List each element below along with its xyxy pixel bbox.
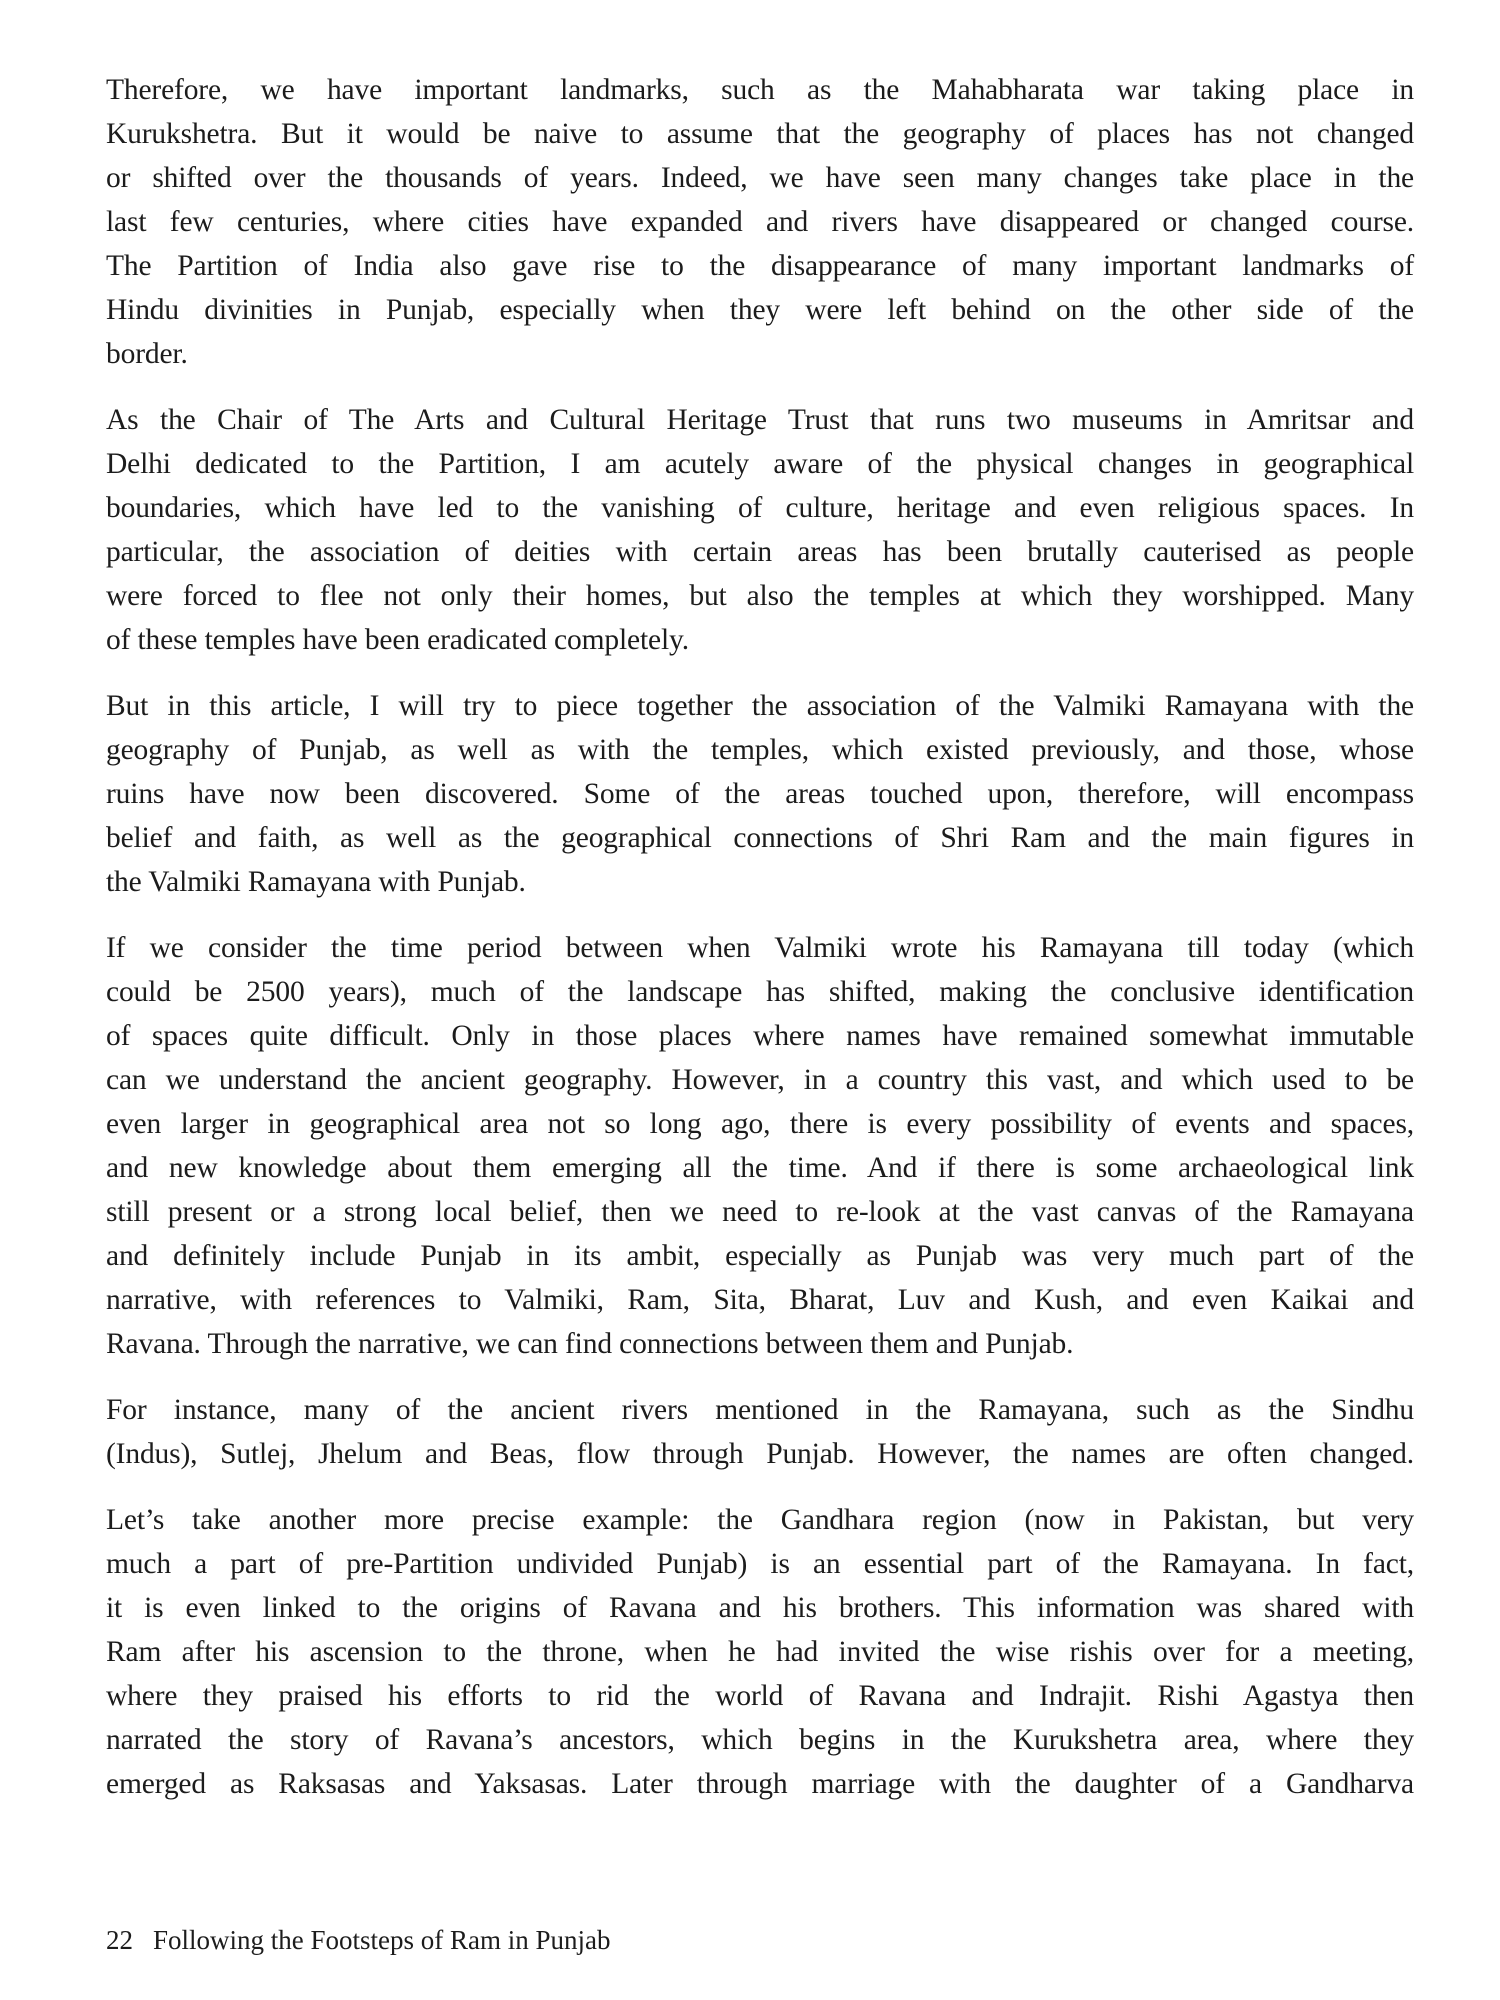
- paragraph-3: [106, 684, 1414, 904]
- page-body: [106, 68, 1414, 1828]
- page-number: 22: [106, 1925, 133, 1955]
- text-line: even larger in geographical area not so long ago, there is every possibility of events and spaces,: [106, 1108, 1414, 1140]
- text-line: of spaces quite difficult. Only in those places where names have remained somewhat immutable: [106, 1020, 1414, 1052]
- text-line: the Valmiki Ramayana with Punjab.: [106, 866, 526, 898]
- paragraph-5: [106, 1388, 1414, 1476]
- text-line: Kurukshetra. But it would be naive to assume that the geography of places has not changed: [106, 118, 1414, 150]
- running-title: Following the Footsteps of Ram in Punjab: [153, 1925, 611, 1955]
- text-line: and definitely include Punjab in its ambit, especially as Punjab was very much part of the: [106, 1240, 1414, 1272]
- text-line: could be 2500 years), much of the landscape has shifted, making the conclusive identification: [106, 976, 1414, 1008]
- text-line: Let’s take another more precise example: the Gandhara region (now in Pakistan, but very: [106, 1504, 1414, 1536]
- text-line: were forced to flee not only their homes, but also the temples at which they worshipped. Many: [106, 580, 1414, 612]
- text-line: emerged as Raksasas and Yaksasas. Later through marriage with the daughter of a Gandharva: [106, 1768, 1414, 1800]
- paragraph-4: [106, 926, 1414, 1366]
- text-line: much a part of pre-Partition undivided Punjab) is an essential part of the Ramayana. In fact,: [106, 1548, 1414, 1580]
- text-line: last few centuries, where cities have expanded and rivers have disappeared or changed course.: [106, 206, 1414, 238]
- text-line: of these temples have been eradicated completely.: [106, 624, 689, 656]
- text-line: particular, the association of deities with certain areas has been brutally cauterised as people: [106, 536, 1414, 568]
- text-line: border.: [106, 338, 188, 370]
- paragraph-2: [106, 398, 1414, 662]
- text-line: ruins have now been discovered. Some of the areas touched upon, therefore, will encompass: [106, 778, 1414, 810]
- text-line: As the Chair of The Arts and Cultural Heritage Trust that runs two museums in Amritsar and: [106, 404, 1414, 436]
- text-line: narrative, with references to Valmiki, Ram, Sita, Bharat, Luv and Kush, and even Kaikai and: [106, 1284, 1414, 1316]
- paragraph-6: [106, 1498, 1414, 1806]
- text-line: But in this article, I will try to piece together the association of the Valmiki Ramayana with the: [106, 690, 1414, 722]
- text-line: and new knowledge about them emerging all the time. And if there is some archaeological link: [106, 1152, 1414, 1184]
- page-footer: [106, 1922, 611, 1958]
- text-line: belief and faith, as well as the geographical connections of Shri Ram and the main figures in: [106, 822, 1414, 854]
- paragraph-1: [106, 68, 1414, 376]
- text-line: The Partition of India also gave rise to the disappearance of many important landmarks of: [106, 250, 1414, 282]
- text-line: or shifted over the thousands of years. Indeed, we have seen many changes take place in the: [106, 162, 1414, 194]
- text-line: narrated the story of Ravana’s ancestors, which begins in the Kurukshetra area, where they: [106, 1724, 1414, 1756]
- text-line: Therefore, we have important landmarks, such as the Mahabharata war taking place in: [106, 74, 1414, 106]
- text-line: still present or a strong local belief, then we need to re-look at the vast canvas of the Ramayana: [106, 1196, 1414, 1228]
- text-line: can we understand the ancient geography. However, in a country this vast, and which used to be: [106, 1064, 1414, 1096]
- text-line: If we consider the time period between when Valmiki wrote his Ramayana till today (which: [106, 932, 1414, 964]
- text-line: it is even linked to the origins of Ravana and his brothers. This information was shared with: [106, 1592, 1414, 1624]
- text-line: (Indus), Sutlej, Jhelum and Beas, flow through Punjab. However, the names are often changed.: [106, 1438, 1414, 1470]
- text-line: Ravana. Through the narrative, we can find connections between them and Punjab.: [106, 1328, 1074, 1360]
- text-line: Hindu divinities in Punjab, especially when they were left behind on the other side of the: [106, 294, 1414, 326]
- text-line: Ram after his ascension to the throne, when he had invited the wise rishis over for a meeting,: [106, 1636, 1414, 1668]
- text-line: where they praised his efforts to rid the world of Ravana and Indrajit. Rishi Agastya then: [106, 1680, 1414, 1712]
- text-line: Delhi dedicated to the Partition, I am acutely aware of the physical changes in geographical: [106, 448, 1414, 480]
- text-line: geography of Punjab, as well as with the temples, which existed previously, and those, whose: [106, 734, 1414, 766]
- text-line: For instance, many of the ancient rivers mentioned in the Ramayana, such as the Sindhu: [106, 1394, 1414, 1426]
- text-line: boundaries, which have led to the vanishing of culture, heritage and even religious spaces. In: [106, 492, 1414, 524]
